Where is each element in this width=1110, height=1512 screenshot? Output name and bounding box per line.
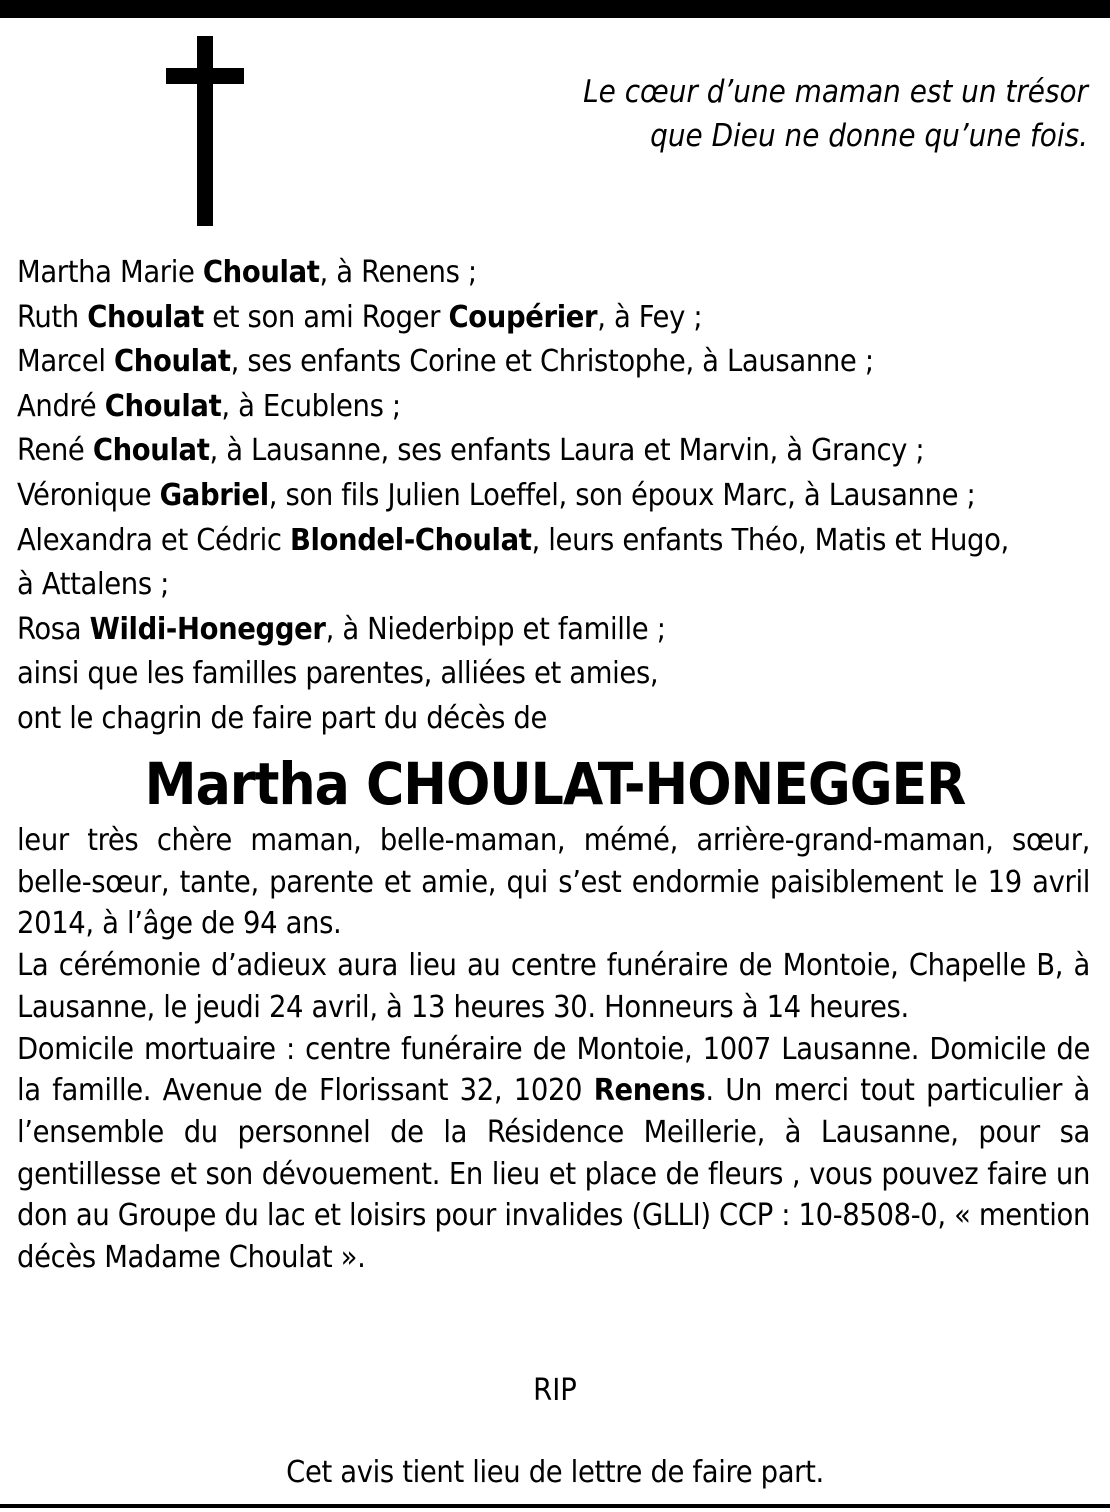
family-line: ont le chagrin de faire part du décès de [17,700,548,736]
family-list [17,251,1097,742]
family-line: Marcel Choulat, ses enfants Corine et Christophe, à Lausanne ; [17,344,874,380]
epigraph-line: Le cœur d’une maman est un trésor [583,74,1088,110]
family-line: Ruth Choulat et son ami Roger Coupérier, à Fey ; [17,299,703,335]
rip-text: RIP [533,1373,577,1408]
family-line: Martha Marie Choulat, à Renens ; [17,255,477,290]
notice-body [17,820,1090,1279]
family-line: Rosa Wildi-Honegger, à Niederbipp et famille ; [17,611,666,647]
family-line: à Attalens ; [17,567,170,603]
deceased-name: Martha CHOULAT-HONEGGER [144,750,966,818]
bottom-border [0,1504,1110,1508]
top-border [0,0,1110,18]
family-line: Véronique Gabriel, son fils Julien Loeffel, son époux Marc, à Lausanne ; [17,477,976,513]
paragraph-ceremony: La cérémonie d’adieux aura lieu au centre funéraire de Montoie, Chapelle B, à Lausanne, le jeudi 24 avril, à 13 heures 30. Honneurs à 14 heures. [17,948,1090,1025]
epigraph [448,70,1088,158]
paragraph-passing: leur très chère maman, belle-maman, mémé, arrière-grand-maman, sœur, belle-sœur, tante, parente et amie, qui s’est endormie paisiblement le 19 avril 2014, à l’âge de 94 ans. [17,823,1090,942]
family-line: Alexandra et Cédric Blondel-Choulat, leurs enfants Théo, Matis et Hugo, [17,522,1009,558]
cross-icon [166,36,244,226]
family-line: André Choulat, à Ecublens ; [17,388,401,424]
paragraph-domicile: Domicile mortuaire : centre funéraire de Montoie, 1007 Lausanne. Domicile de la famille. Avenue de Florissant 32, 1020 Renens. Un merci tout particulier à l’ensemble du personnel de la Résidence Meillerie, à Lausanne, pour sa gentillesse et son dévouement. En lieu et place de fleurs , vous pouvez faire un don au Groupe du lac et loisirs pour invalides (GLLI) CCP : 10-8508-0, « mention décès Madame Choulat ». [17,1031,1090,1276]
family-line: ainsi que les familles parentes, alliées et amies, [17,656,659,692]
epigraph-line: que Dieu ne donne qu’une fois. [650,118,1088,154]
closing-text: Cet avis tient lieu de lettre de faire part. [286,1455,824,1490]
family-line: René Choulat, à Lausanne, ses enfants Laura et Marvin, à Grancy ; [17,433,925,469]
